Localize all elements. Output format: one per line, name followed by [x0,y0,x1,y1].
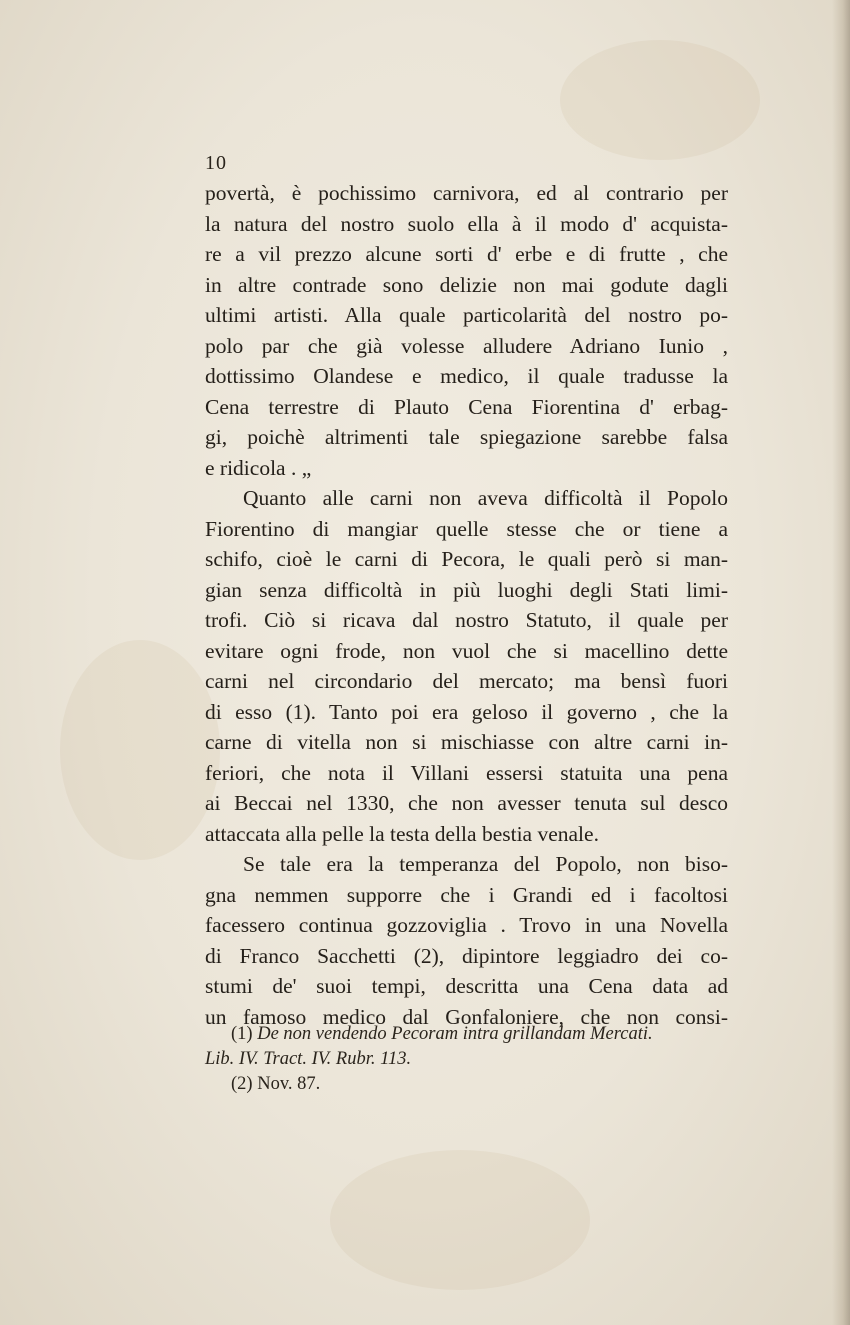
footnote-text: Lib. IV. Tract. IV. Rubr. 113. [205,1049,412,1069]
paper-stain [330,1150,590,1290]
text-line: carni nel circondario del mercato; ma bensì fuori [205,669,728,693]
text-line-paragraph-start: Quanto alle carni non aveva difficoltà il Popolo [243,486,728,510]
text-line: evitare ogni frode, non vuol che si macellino dette [205,638,728,663]
text-line-paragraph-end: attaccata alla pelle la testa della bestia venale. [205,821,599,846]
text-line: un famoso medico dal Gonfaloniere, che non consi- [205,1004,728,1029]
footnote-2 [205,1072,765,1097]
footnote-1 [205,1022,765,1047]
text-line: ultimi artisti. Alla quale particolarità del nostro po- [205,303,728,327]
text-line: di esso (1). Tanto poi era geloso il governo , che la [205,699,728,724]
text-line: polo par che già volesse alludere Adriano Iunio , [205,333,728,358]
text-line-paragraph-end: e ridicola . „ [205,455,312,480]
text-line: di Franco Sacchetti (2), dipintore leggiadro dei co- [205,943,728,968]
text-line: trofi. Ciò si ricava dal nostro Statuto, il quale per [205,608,728,632]
text-line: Cena terrestre di Plauto Cena Fiorentina d' erbag- [205,394,728,419]
text-line: schifo, cioè le carni di Pecora, le quali però si man- [205,547,728,571]
text-line: Fiorentino di mangiar quelle stesse che or tiene a [205,516,728,541]
footnote-1-continuation [205,1047,765,1072]
footnote-text: Nov. 87. [257,1074,321,1094]
text-line: stumi de' suoi tempi, descritta una Cena data ad [205,974,728,998]
text-line: in altre contrade sono delizie non mai godute dagli [205,272,728,297]
text-line: dottissimo Olandese e medico, il quale tradusse la [205,364,728,388]
footnote-text: De non vendendo Pecoram intra grillandam Mercati. [257,1024,653,1044]
text-line: gi, poichè altrimenti tale spiegazione sarebbe falsa [205,425,728,449]
text-line: re a vil prezzo alcune sorti d' erbe e di frutte , che [205,242,728,266]
text-line: ai Beccai nel 1330, che non avesser tenuta sul desco [205,791,728,815]
footnote-marker: (1) [231,1024,253,1044]
page-number: 10 [205,152,227,174]
text-line: feriori, che nota il Villani essersi statuita una pena [205,760,728,785]
text-line-paragraph-start: Se tale era la temperanza del Popolo, non biso- [243,852,728,876]
text-line: gna nemmen supporre che i Grandi ed i facoltosi [205,882,728,907]
page-edge-shadow [832,0,850,1325]
paper-stain [60,640,220,860]
text-line: gian senza difficoltà in più luoghi degli Stati limi- [205,577,728,602]
text-line: povertà, è pochissimo carnivora, ed al contrario per [205,181,728,205]
footnote-marker: (2) [231,1074,253,1094]
footnotes [205,1022,765,1097]
text-line: la natura del nostro suolo ella à il modo d' acquista- [205,211,728,236]
body-text [205,178,728,1032]
paper-stain [560,40,760,160]
text-line: carne di vitella non si mischiasse con altre carni in- [205,730,728,754]
text-line: facessero continua gozzoviglia . Trovo in una Novella [205,913,728,937]
